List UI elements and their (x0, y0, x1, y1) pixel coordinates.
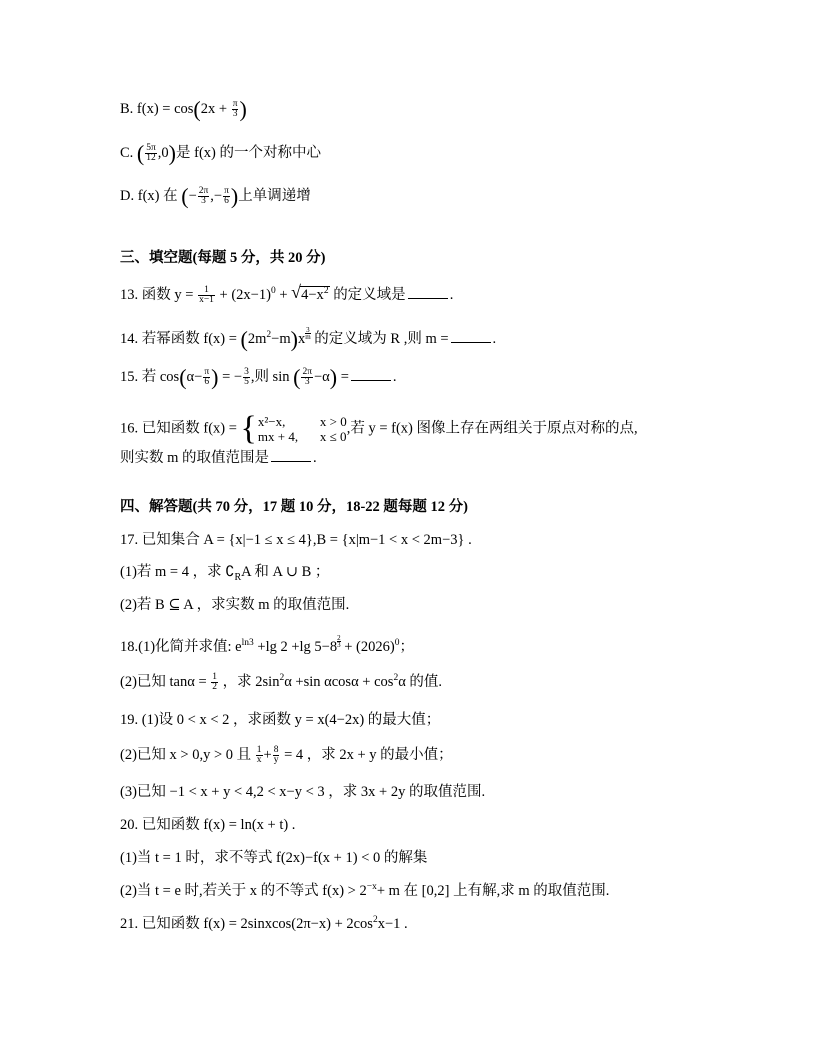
section-title: 四、解答题(共 70 分，17 题 10 分，18-22 题每题 12 分) (120, 499, 468, 515)
fraction: $\frac{\pi}{3}$ (232, 99, 238, 120)
question-19-part2: (2)已知 x > 0,y > 0 且 $\frac{1}{x}$ + $\frac{8}{y}$ = 4 ，求 2x + y 的最小值； (120, 745, 453, 766)
question-20: 20. 已知函数 f(x) = ln(x + t) . (120, 817, 296, 833)
option-b: B. f(x) = cos(2x + $\frac{\pi}{3}$ ) (120, 96, 247, 122)
question-21: 21. 已知函数 f(x) = 2sinxcos(2π−x) + $2\cos^2x-1$ . (120, 915, 408, 932)
question-13: 13. 函数 y = $\frac{1}{x-1}$ + $(2x-1)^0$ + √ $4-x^2$ 的定义域是 . (120, 282, 454, 306)
question-17-part2: (2)若 B ⊆ A ，求实数 m 的取值范围. (120, 597, 350, 613)
question-20-part2: (2)当 t = e 时,若关于 x 的不等式 $f(x) > 2^{-x}+ m$ 在 [0,2] 上有解,求 m 的取值范围. (120, 882, 610, 899)
answer-blank[interactable] (351, 366, 391, 381)
question-17: 17. 已知集合 A = {x|−1 ≤ x ≤ 4},B = {x|m−1 < x < 2m−3} . (120, 532, 472, 548)
question-19-part1: 19. (1)设 0 < x < 2 ，求函数 y = x(4−2x) 的最大值； (120, 712, 441, 728)
question-19-part3: (3)已知 −1 < x + y < 4,2 < x−y < 3 ，求 3x + 2y 的取值范围. (120, 784, 486, 800)
question-16-line2: 则实数 m 的取值范围是 . (120, 447, 317, 468)
section-title: 三、填空题(每题 5 分，共 20 分) (120, 250, 326, 266)
question-20-part1: (1)当 t = 1 时，求不等式 f(2x)−f(x + 1) < 0 的解集 (120, 850, 428, 866)
question-14: 14. 若幂函数 $f(x) = (2m^2-m)x$ $\frac{3}{m}$ 的定义域为 R ,则 m = . (120, 326, 497, 352)
question-16: 16. 已知函数 f(x) = { x²−x, x > 0 mx + 4, x ≤ 0 ,若 y = f(x) 图像上存在两组关于原点对称的点, (120, 410, 638, 447)
answer-blank[interactable] (408, 284, 448, 299)
question-15: 15. 若 cos(α− $\frac{\pi}{6}$ ) = − $\frac{3}{5}$ ,则 sin ( $\frac{2\pi}{3}$ −α) = . (120, 364, 397, 390)
question-17-part1: (1)若 m = 4 ，求 $∁_RA$ 和 A ∪ B ； (120, 564, 330, 583)
question-18-part1: 18.(1)化简并求值: $e^{ln3} +\lg$ 2 +lg 5−8 $\frac{2}{3}$ + $(2026)^0$； (120, 634, 414, 655)
answer-blank[interactable] (451, 328, 491, 343)
option-d: D. f(x) 在 (− $\frac{2\pi}{3}$ ,− $\frac{\pi}{6}$ )上单调递增 (120, 183, 311, 209)
answer-blank[interactable] (271, 447, 311, 462)
question-18-part2: (2)已知 tanα = $\frac{1}{2}$ ，求 $2\sin^2\alpha +\sin$ $\alpha\cos\alpha + \cos^2\alpha$ 的值. (120, 672, 443, 693)
option-c: C. ( $\frac{5\pi}{12}$ ,0)是 f(x) 的一个对称中心 (120, 140, 321, 166)
